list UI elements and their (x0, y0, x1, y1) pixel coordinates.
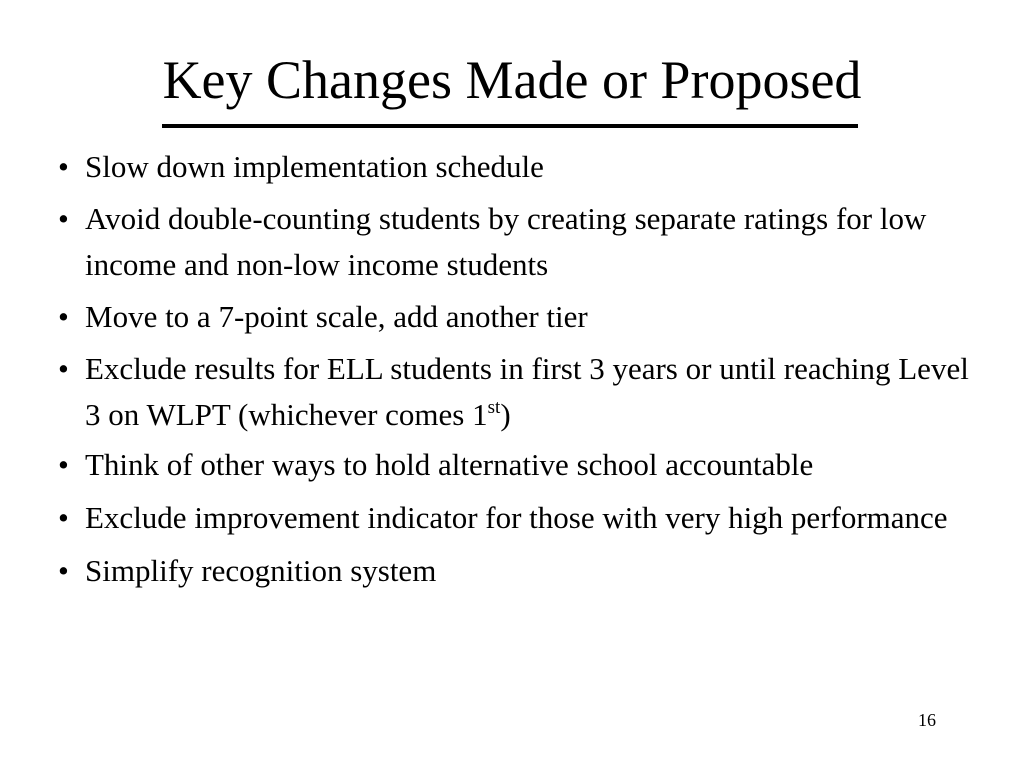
ordinal-superscript: st (487, 397, 501, 418)
bullet-icon: • (58, 553, 69, 588)
list-item (58, 494, 988, 542)
bullet-icon: • (58, 149, 69, 184)
bullet-icon: • (58, 500, 69, 535)
bullet-list (58, 144, 988, 600)
slide-title: Key Changes Made or Proposed (162, 50, 862, 110)
bullet-text: Simplify recognition system (85, 553, 437, 588)
bullet-text-suffix: ) (500, 397, 511, 432)
bullet-text: Exclude improvement indicator for those with very high performance (85, 500, 948, 535)
bullet-icon: • (58, 299, 69, 334)
bullet-text-main: Exclude results for ELL students in first 3 years or until reaching Level 3 on WLPT (whichever comes 1 (85, 351, 969, 432)
list-item (58, 346, 988, 438)
bullet-text: Avoid double-counting students by creating separate ratings for low income and non-low income students (85, 201, 927, 282)
title-underline (162, 124, 858, 128)
bullet-text (85, 351, 969, 432)
list-item (58, 442, 988, 488)
list-item (58, 294, 988, 340)
bullet-text: Move to a 7-point scale, add another tier (85, 299, 588, 334)
page-number: 16 (918, 710, 936, 730)
bullet-text: Think of other ways to hold alternative school accountable (85, 447, 814, 482)
bullet-text: Slow down implementation schedule (85, 149, 544, 184)
bullet-icon: • (58, 351, 69, 386)
bullet-icon: • (58, 447, 69, 482)
bullet-icon: • (58, 201, 69, 236)
list-item (58, 144, 988, 190)
list-item (58, 196, 988, 288)
list-item (58, 548, 988, 594)
